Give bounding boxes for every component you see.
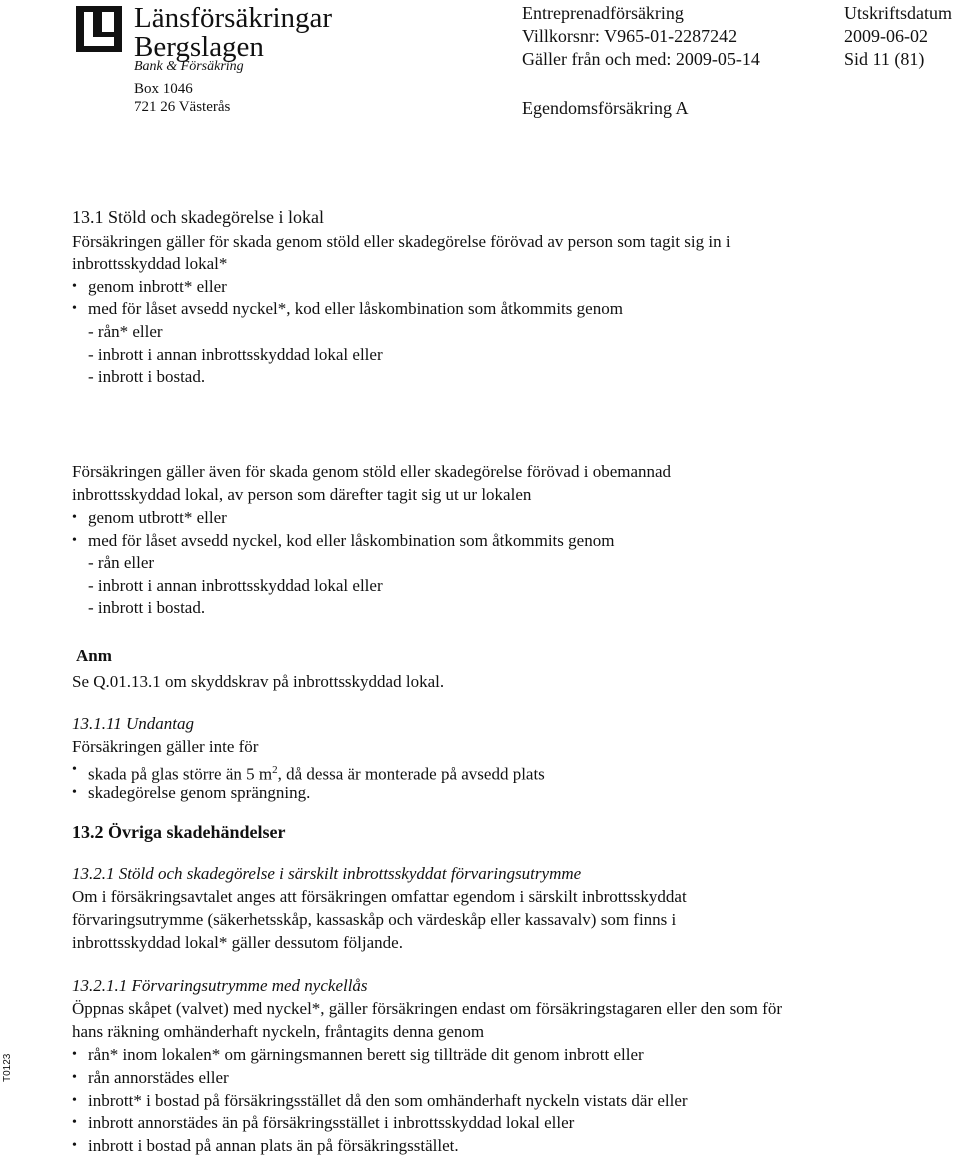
section-13-2-heading: 13.2 Övriga skadehändelser: [72, 822, 286, 842]
company-tagline: Bank & Försäkring: [134, 59, 244, 74]
paragraph-line: inbrottsskyddad lokal* gäller dessutom följande.: [72, 933, 403, 952]
address-box: Box 1046: [134, 81, 193, 97]
sub-list-item: - rån* eller: [88, 322, 163, 341]
section-13-1-11-heading: 13.1.11 Undantag: [72, 714, 194, 733]
superscript: 2: [272, 764, 278, 776]
bullet-icon: •: [72, 1138, 77, 1153]
document-type: Entreprenadförsäkring: [522, 3, 684, 23]
section-13-1-heading: 13.1 Stöld och skadegörelse i lokal: [72, 207, 324, 227]
page-number: Sid 11 (81): [844, 49, 925, 69]
note-text: Se Q.01.13.1 om skyddskrav på inbrottsskyddad lokal.: [72, 672, 445, 691]
bullet-icon: •: [72, 1093, 77, 1108]
list-item: inbrott i bostad på annan plats än på försäkringsstället.: [88, 1136, 459, 1155]
list-item: med för låset avsedd nyckel*, kod eller låskombination som åtkommits genom: [88, 299, 623, 318]
list-item: inbrott* i bostad på försäkringsstället då den som omhänderhaft nyckeln vistats där eller: [88, 1091, 688, 1110]
paragraph-line: Om i försäkringsavtalet anges att försäkringen omfattar egendom i särskilt inbrottsskyddat: [72, 887, 687, 906]
paragraph-line: Försäkringen gäller för skada genom stöld eller skadegörelse förövad av person som tagit sig in i: [72, 232, 731, 251]
paragraph-line: förvaringsutrymme (säkerhetsskåp, kassaskåp och värdeskåp eller kassavalv) som finns i: [72, 910, 677, 929]
list-item: genom inbrott* eller: [88, 277, 227, 296]
paragraph-line: Försäkringen gäller även för skada genom stöld eller skadegörelse förövad i obemannad: [72, 462, 672, 481]
print-date: 2009-06-02: [844, 26, 928, 46]
sub-list-item: - inbrott i annan inbrottsskyddad lokal eller: [88, 345, 383, 364]
company-name-line2: Bergslagen: [134, 31, 264, 63]
valid-from: Gäller från och med: 2009-05-14: [522, 49, 760, 69]
insurance-section: Egendomsförsäkring A: [522, 98, 689, 118]
list-item-text: skada på glas större än 5 m: [88, 764, 273, 784]
side-document-code: T0123: [2, 1053, 13, 1082]
bullet-icon: •: [72, 1070, 77, 1085]
bullet-icon: •: [72, 279, 77, 294]
sub-list-item: - rån eller: [88, 553, 155, 572]
list-item: med för låset avsedd nyckel, kod eller låskombination som åtkommits genom: [88, 531, 615, 550]
bullet-icon: •: [72, 510, 77, 525]
paragraph-line: inbrottsskyddad lokal, av person som därefter tagit sig ut ur lokalen: [72, 485, 532, 504]
sub-list-item: - inbrott i bostad.: [88, 367, 206, 386]
print-date-label: Utskriftsdatum: [844, 3, 952, 23]
paragraph-line: Öppnas skåpet (valvet) med nyckel*, gäller försäkringen endast om försäkringstagaren eller den som för: [72, 999, 782, 1018]
address-city: 721 26 Västerås: [134, 99, 231, 115]
bullet-icon: •: [72, 301, 77, 316]
list-item: skadegörelse genom sprängning.: [88, 783, 311, 802]
company-name-line1: Länsförsäkringar: [134, 2, 333, 34]
paragraph-line: inbrottsskyddad lokal*: [72, 254, 228, 273]
company-logo-mark: [76, 6, 122, 52]
bullet-icon: •: [72, 533, 77, 548]
list-item: genom utbrott* eller: [88, 508, 227, 527]
bullet-icon: •: [72, 1047, 77, 1062]
note-label: Anm: [76, 646, 112, 665]
sub-list-item: - inbrott i bostad.: [88, 598, 206, 617]
list-item: rån annorstädes eller: [88, 1068, 229, 1087]
list-item: inbrott annorstädes än på försäkringsstället i inbrottsskyddad lokal eller: [88, 1113, 575, 1132]
sub-list-item: - inbrott i annan inbrottsskyddad lokal eller: [88, 576, 383, 595]
list-item: rån* inom lokalen* om gärningsmannen berett sig tillträde dit genom inbrott eller: [88, 1045, 644, 1064]
bullet-icon: •: [72, 1115, 77, 1130]
section-13-2-1-heading: 13.2.1 Stöld och skadegörelse i särskilt inbrottsskyddat förvaringsutrymme: [72, 864, 582, 883]
paragraph-line: Försäkringen gäller inte för: [72, 737, 259, 756]
list-item-text: , då dessa är monterade på avsedd plats: [277, 764, 545, 784]
paragraph-line: hans räkning omhänderhaft nyckeln, fråntagits denna genom: [72, 1022, 485, 1041]
policy-number: Villkorsnr: V965-01-2287242: [522, 26, 738, 46]
bullet-icon: •: [72, 762, 77, 777]
section-13-2-1-1-heading: 13.2.1.1 Förvaringsutrymme med nyckellås: [72, 976, 368, 995]
bullet-icon: •: [72, 785, 77, 800]
